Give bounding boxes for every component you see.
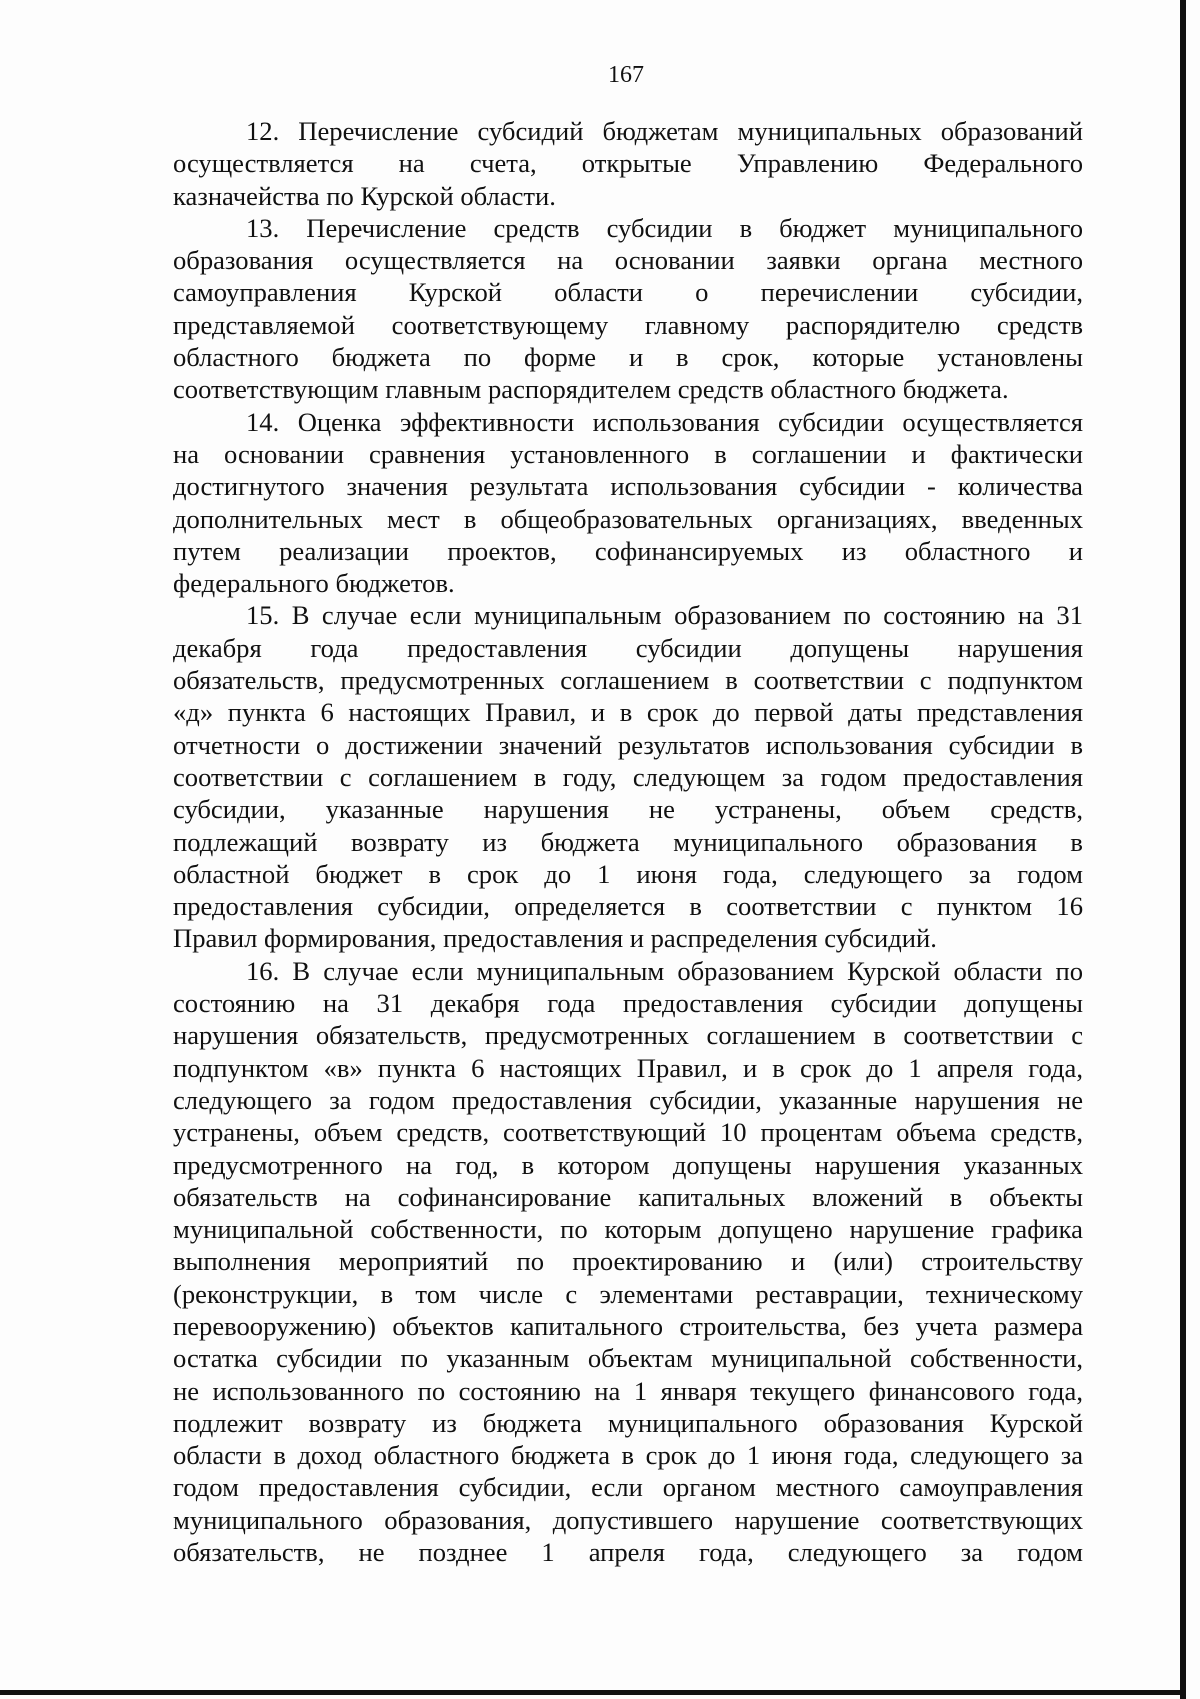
text-line: 12. Перечисление субсидий бюджетам муниципальных образований bbox=[246, 116, 1083, 146]
text-line: 15. В случае если муниципальным образованием по состоянию на 31 bbox=[246, 600, 1083, 631]
text-line: субсидии, указанные нарушения не устранены, объем средств, bbox=[173, 794, 1083, 825]
text-line: годом предоставления субсидии, если органом местного самоуправления bbox=[173, 1472, 1083, 1503]
scan-edge-right bbox=[1180, 0, 1186, 1699]
text-line: областной бюджет в срок до 1 июня года, следующего за годом bbox=[173, 858, 1083, 889]
text-line: самоуправления Курской области о перечислении субсидии, bbox=[173, 277, 1083, 308]
text-line: устранены, объем средств, соответствующий 10 процентам объема средств, bbox=[173, 1117, 1083, 1148]
text-line: «д» пункта 6 настоящих Правил, и в срок до первой даты представления bbox=[173, 697, 1083, 728]
text-line: обязательств на софинансирование капитальных вложений в объекты bbox=[173, 1181, 1083, 1212]
text-line: муниципальной собственности, по которым допущено нарушение графика bbox=[173, 1214, 1083, 1245]
text-line: подпунктом «в» пункта 6 настоящих Правил, и в срок до 1 апреля года, bbox=[173, 1052, 1083, 1083]
text-line: предоставления субсидии, определяется в соответствии с пунктом 16 bbox=[173, 891, 1083, 922]
text-line: 13. Перечисление средств субсидии в бюджет муниципального bbox=[246, 212, 1083, 243]
text-line: выполнения мероприятий по проектированию и (или) строительству bbox=[173, 1246, 1083, 1277]
scan-edge-bottom bbox=[0, 1690, 1186, 1695]
text-line: перевооружению) объектов капитального строительства, без учета размера bbox=[173, 1310, 1083, 1341]
text-line: Правил формирования, предоставления и распределения субсидий. bbox=[173, 923, 937, 954]
text-line: осуществляется на счета, открытые Управлению Федерального bbox=[173, 148, 1083, 179]
text-line: предусмотренного на год, в котором допущены нарушения указанных bbox=[173, 1149, 1083, 1180]
text-line: состоянию на 31 декабря года предоставления субсидии допущены bbox=[173, 988, 1083, 1019]
text-line: достигнутого значения результата использования субсидии - количества bbox=[173, 471, 1083, 502]
text-line: путем реализации проектов, софинансируемых из областного и bbox=[173, 535, 1083, 566]
text-line: нарушения обязательств, предусмотренных соглашением в соответствии с bbox=[173, 1020, 1083, 1051]
text-line: соответствии с соглашением в году, следующем за годом предоставления bbox=[173, 761, 1083, 792]
text-line: соответствующим главным распорядителем средств областного бюджета. bbox=[173, 374, 1009, 405]
text-line: отчетности о достижении значений результатов использования субсидии в bbox=[173, 729, 1083, 760]
text-line: следующего за годом предоставления субсидии, указанные нарушения не bbox=[173, 1084, 1083, 1115]
paragraph-12 bbox=[173, 115, 1083, 212]
paragraph-16 bbox=[173, 955, 1083, 1569]
text-line: не использованного по состоянию на 1 января текущего финансового года, bbox=[173, 1375, 1083, 1406]
text-line: федерального бюджетов. bbox=[173, 568, 455, 599]
paragraph-15 bbox=[173, 599, 1083, 954]
text-line: дополнительных мест в общеобразовательных организациях, введенных bbox=[173, 503, 1083, 534]
page-number: 167 bbox=[608, 62, 644, 88]
text-line: 16. В случае если муниципальным образованием Курской области по bbox=[246, 955, 1083, 986]
text-line: обязательств, не позднее 1 апреля года, следующего за годом bbox=[173, 1537, 1083, 1568]
text-line: области в доход областного бюджета в срок до 1 июня года, следующего за bbox=[173, 1440, 1083, 1471]
paragraph-14 bbox=[173, 406, 1083, 600]
text-line: (реконструкции, в том числе с элементами реставрации, техническому bbox=[173, 1278, 1083, 1309]
text-line: декабря года предоставления субсидии допущены нарушения bbox=[173, 632, 1083, 663]
paragraph-13 bbox=[173, 212, 1083, 406]
text-line: муниципального образования, допустившего нарушение соответствующих bbox=[173, 1504, 1083, 1535]
text-line: остатка субсидии по указанным объектам муниципальной собственности, bbox=[173, 1343, 1083, 1374]
text-line: образования осуществляется на основании заявки органа местного bbox=[173, 245, 1083, 276]
text-line: казначейства по Курской области. bbox=[173, 180, 556, 211]
text-line: представляемой соответствующему главному распорядителю средств bbox=[173, 309, 1083, 340]
text-line: обязательств, предусмотренных соглашением в соответствии с подпунктом bbox=[173, 665, 1083, 696]
text-line: на основании сравнения установленного в соглашении и фактически bbox=[173, 438, 1083, 469]
text-line: 14. Оценка эффективности использования субсидии осуществляется bbox=[246, 406, 1083, 437]
document-body bbox=[173, 115, 1083, 1568]
text-line: областного бюджета по форме и в срок, которые установлены bbox=[173, 342, 1083, 373]
text-line: подлежащий возврату из бюджета муниципального образования в bbox=[173, 826, 1083, 857]
text-line: подлежит возврату из бюджета муниципального образования Курской bbox=[173, 1407, 1083, 1438]
